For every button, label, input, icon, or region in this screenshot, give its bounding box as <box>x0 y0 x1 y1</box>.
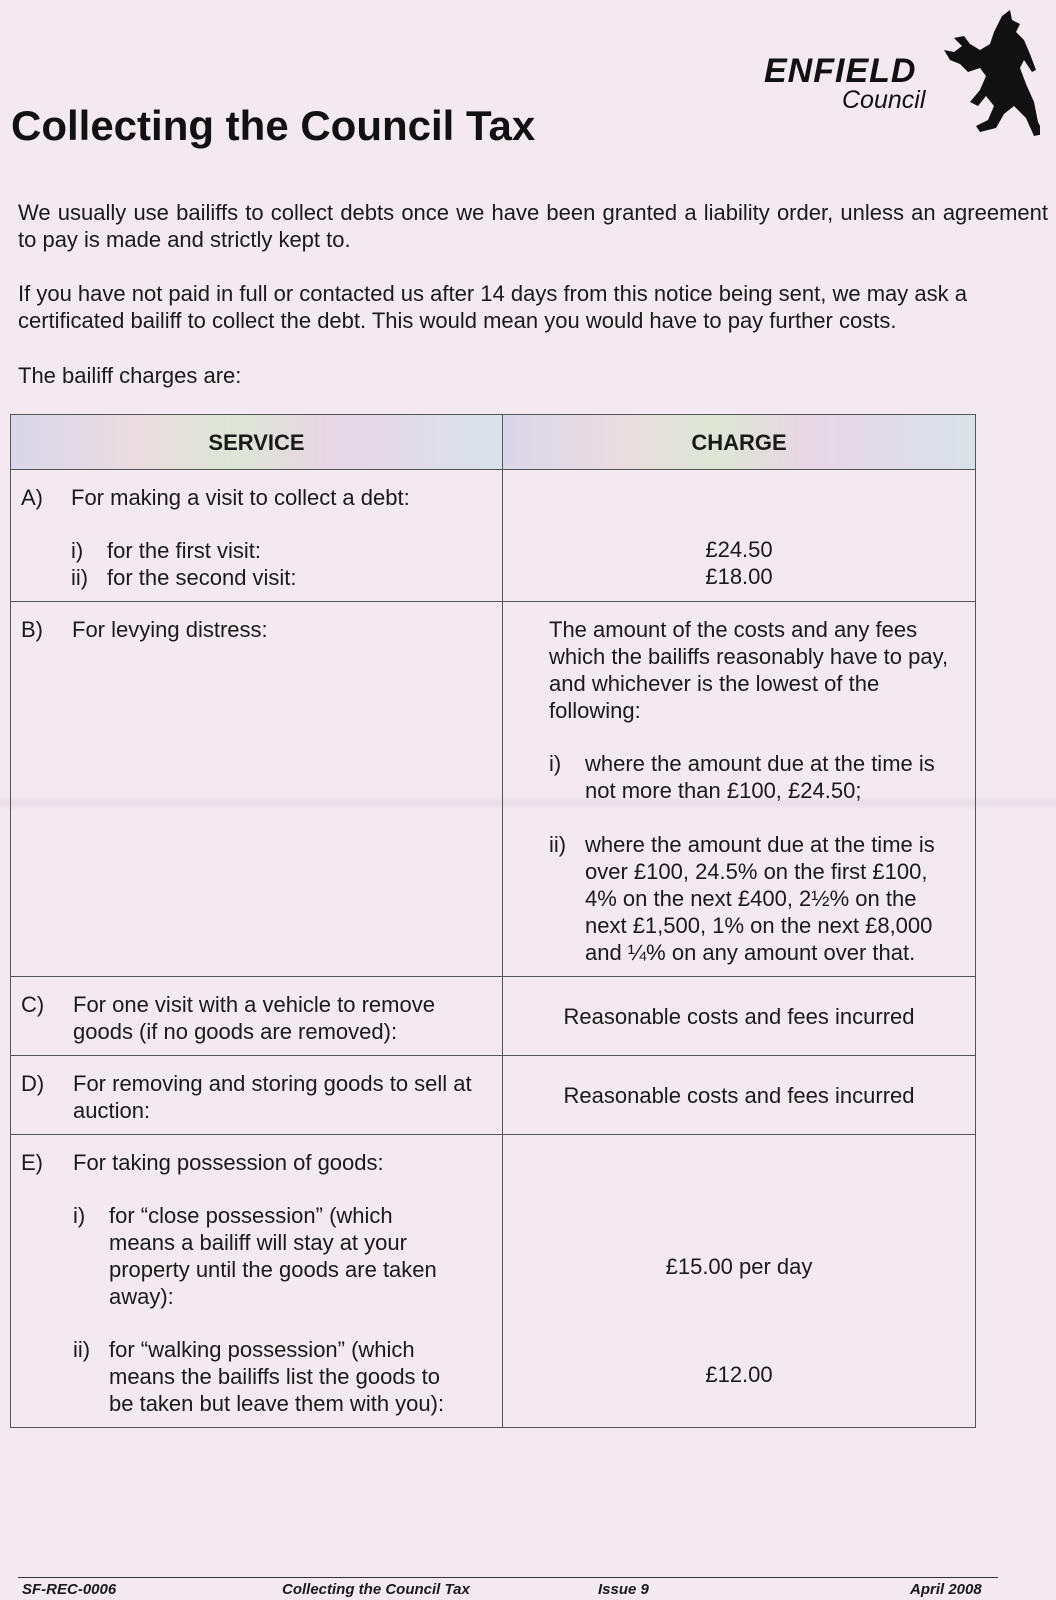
list-item <box>549 750 959 804</box>
page-footer <box>18 1577 998 1598</box>
heraldic-beast-icon <box>940 10 1040 140</box>
footer-issue: Issue 9 <box>598 1581 649 1598</box>
service-cell <box>11 602 503 977</box>
charge-cell <box>503 470 976 602</box>
table-row <box>11 602 976 977</box>
list-item <box>71 537 492 564</box>
footer-title: Collecting the Council Tax <box>282 1581 470 1598</box>
page-title: Collecting the Council Tax <box>11 102 536 149</box>
logo-name: ENFIELD <box>764 52 917 90</box>
item-text: where the amount due at the time is over £100, 24.5% on the first £100, 4% on the next £400, 2½% on the next £1,500, 1% on the next £8,000 and ¼% on any amount over that. <box>585 832 935 965</box>
service-text: For making a visit to collect a debt: <box>71 485 410 510</box>
row-letter: E) <box>21 1150 43 1175</box>
item-number: i) <box>549 751 562 776</box>
charge-value: £24.50 <box>705 537 773 562</box>
charge-cell <box>503 977 976 1056</box>
intro-paragraph-3: The bailiff charges are: <box>18 363 242 388</box>
list-item <box>73 1202 453 1310</box>
service-cell <box>11 1135 503 1428</box>
service-cell <box>11 1056 503 1135</box>
service-text: For levying distress: <box>72 617 268 642</box>
row-letter: C) <box>21 992 45 1017</box>
item-text: where the amount due at the time is not more than £100, £24.50; <box>585 751 935 803</box>
intro-paragraph-1: We usually use bailiffs to collect debts once we have been granted a liability order, unless an agreement to pay is made and strictly kept to. <box>18 200 1048 252</box>
item-number: i) <box>73 1203 86 1228</box>
charge-value: £12.00 <box>705 1362 773 1387</box>
table-row <box>11 1135 976 1428</box>
list-item <box>73 1336 453 1417</box>
list-item <box>549 831 959 966</box>
charge-cell <box>503 1135 976 1428</box>
row-letter: D) <box>21 1071 45 1096</box>
intro-paragraph-2: If you have not paid in full or contacted us after 14 days from this notice being sent, we may ask a certificated bailiff to collect the debt. This would mean you would have to pay further costs. <box>18 281 967 333</box>
charge-cell <box>503 602 976 977</box>
table-row <box>11 1056 976 1135</box>
table-row <box>11 977 976 1056</box>
charge-cell <box>503 1056 976 1135</box>
service-text: For one visit with a vehicle to remove goods (if no goods are removed): <box>73 992 435 1044</box>
table-row <box>11 470 976 602</box>
item-text: for the second visit: <box>107 565 297 590</box>
charge-intro: The amount of the costs and any fees which the bailiffs reasonably have to pay, and whichever is the lowest of the following: <box>549 617 949 723</box>
logo-subtitle: Council <box>842 86 926 114</box>
charge-value: £18.00 <box>705 564 773 589</box>
item-text: for “close possession” (which means a bailiff will stay at your property until the goods are taken away): <box>109 1203 437 1309</box>
item-text: for “walking possession” (which means the bailiffs list the goods to be taken but leave them with you): <box>109 1337 445 1416</box>
list-item <box>71 564 492 591</box>
service-cell <box>11 977 503 1056</box>
charge-value: £15.00 per day <box>665 1254 813 1279</box>
item-text: for the first visit: <box>107 538 262 563</box>
service-text: For removing and storing goods to sell at auction: <box>73 1071 472 1123</box>
service-cell <box>11 470 503 602</box>
row-letter: A) <box>21 485 43 510</box>
table-header-row <box>11 415 976 470</box>
item-number: ii) <box>549 832 567 857</box>
charge-header: CHARGE <box>503 415 976 470</box>
service-header: SERVICE <box>11 415 503 470</box>
service-text: For taking possession of goods: <box>73 1150 384 1175</box>
enfield-council-logo <box>764 10 1044 140</box>
item-number: ii) <box>71 565 89 590</box>
item-number: ii) <box>73 1337 91 1362</box>
row-letter: B) <box>21 617 43 642</box>
charge-value: Reasonable costs and fees incurred <box>563 1003 915 1029</box>
item-number: i) <box>71 538 84 563</box>
bailiff-charges-table <box>10 414 976 1428</box>
footer-reference: SF-REC-0006 <box>22 1581 117 1598</box>
footer-date: April 2008 <box>910 1581 982 1598</box>
charge-value: Reasonable costs and fees incurred <box>563 1082 915 1108</box>
